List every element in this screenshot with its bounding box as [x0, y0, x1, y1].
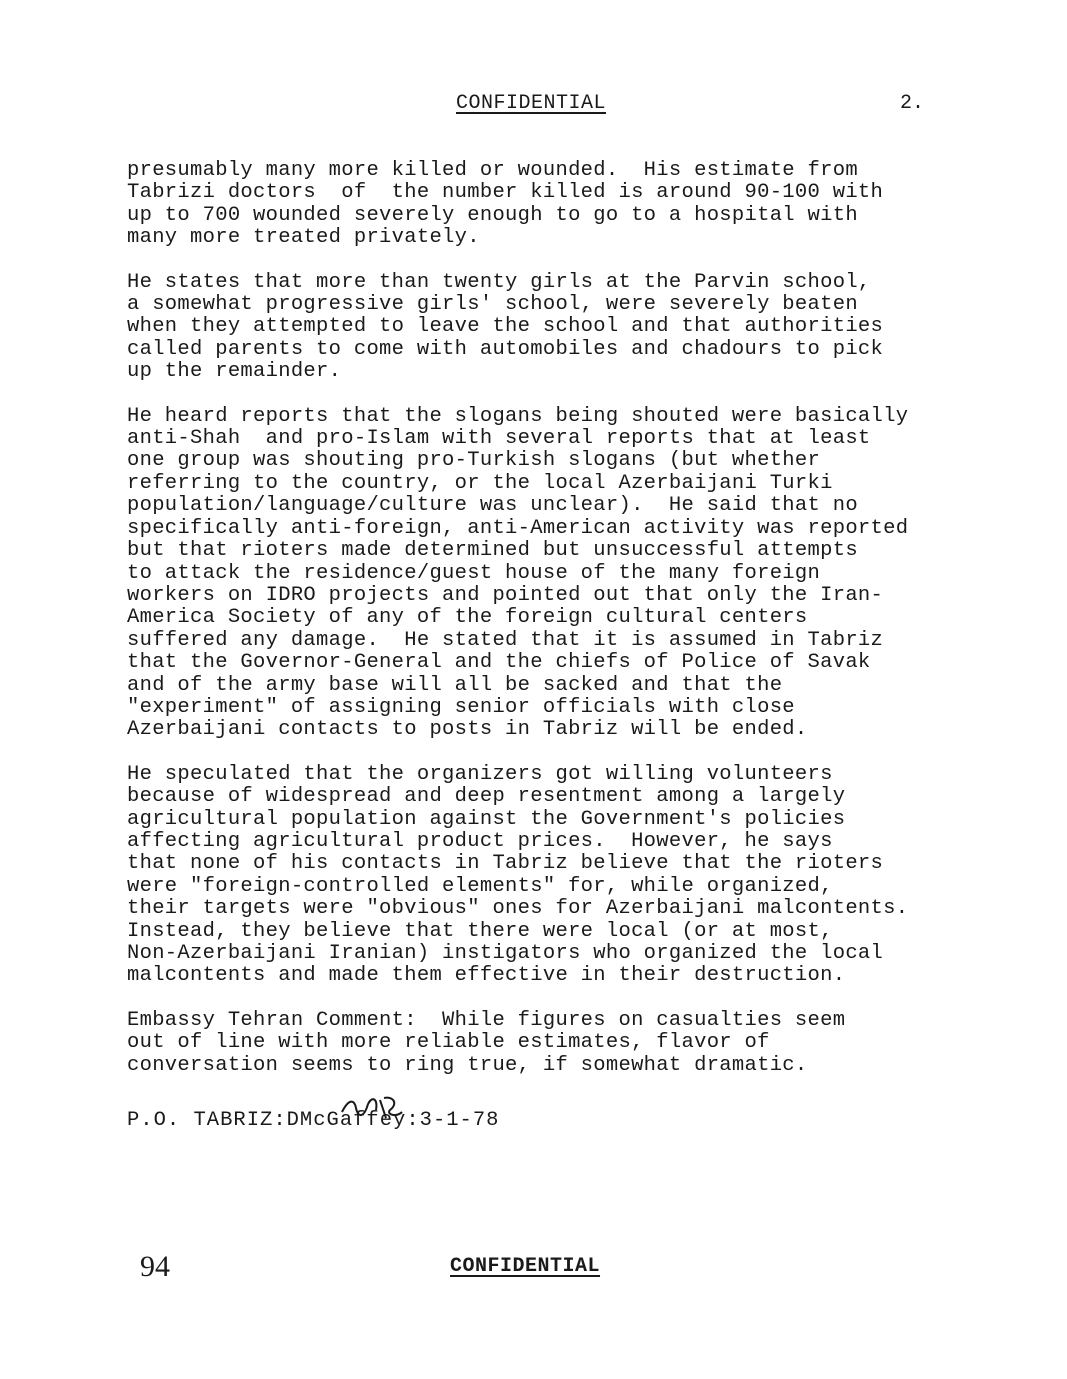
header-classification: CONFIDENTIAL	[456, 92, 607, 115]
drafting-line: P.O. TABRIZ:DMcGaffey:3-1-78	[127, 1109, 500, 1132]
paragraph-embassy-comment: Embassy Tehran Comment: While figures on casualties seem out of line with more reliable estimates, flavor of conversation seems to ring true, if somewhat dramatic.	[127, 1008, 846, 1077]
footer-classification: CONFIDENTIAL	[450, 1255, 601, 1278]
document-body	[127, 160, 977, 1099]
footer-page-number: 94	[140, 1250, 170, 1283]
paragraph-slogans: He heard reports that the slogans being shouted were basically anti-Shah and pro-Islam with several reports that at least one group was shouting pro-Turkish slogans (but whether referring to the country, or the local Azerbaijani Turki population/language/culture was unclear). He said that no specifically anti-foreign, anti-American activity was reported but that rioters made determined but unsuccessful attempts to attack the residence/guest house of the many foreign workers on IDRO projects and pointed out that only the Iran- America Society of any of the foreign cultural centers suffered any damage. He stated that it is assumed in Tabriz that the Governor-General and the chiefs of Police of Savak and of the army base will all be sacked and that the "experiment" of assigning senior officials with close Azerbaijani contacts to posts in Tabriz will be ended.	[127, 404, 909, 742]
paragraph-casualties: presumably many more killed or wounded. His estimate from Tabrizi doctors of the number killed is around 90-100 with up to 700 wounded severely enough to go to a hospital with many more treated privately.	[127, 159, 884, 250]
handwritten-initials	[338, 1092, 408, 1126]
paragraph-organizers: He speculated that the organizers got willing volunteers because of widespread and deep resentment among a largely agricultural population against the Government's policies affecting agricultural product prices. However, he says that none of his contacts in Tabriz believe that the rioters were "foreign-controlled elements" for, while organized, their targets were "obvious" ones for Azerbaijani malcontents. Instead, they believe that there were local (or at most, Non-Azerbaijani Iranian) instigators who organized the local malcontents and made them effective in their destruction.	[127, 762, 909, 988]
paragraph-parvin-school: He states that more than twenty girls at the Parvin school, a somewhat progressive girls' school, were severely beaten when they attempted to leave the school and that authorities called parents to come with automobiles and chadours to pick up the remainder.	[127, 270, 884, 384]
header-page-number: 2.	[900, 92, 925, 115]
